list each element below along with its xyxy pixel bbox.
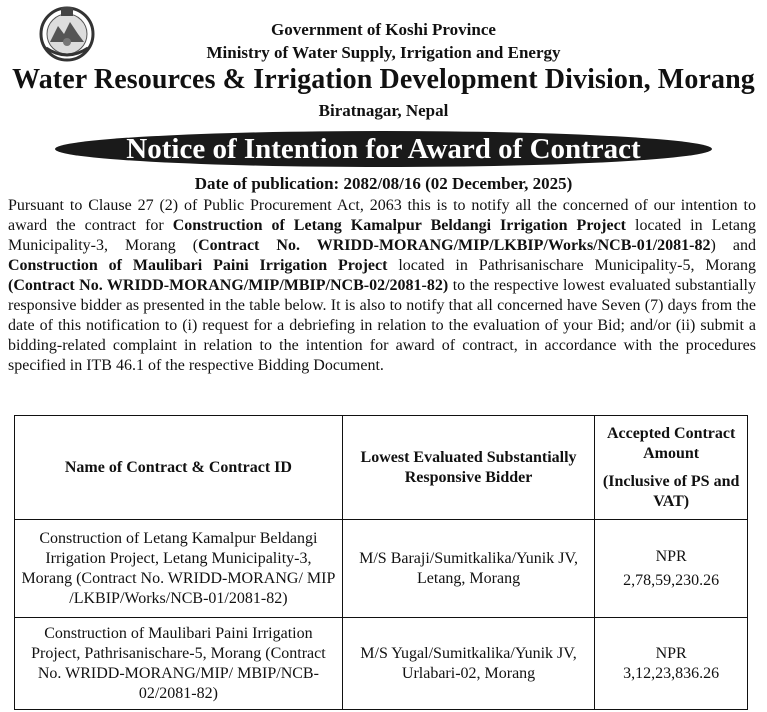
amount-currency: NPR — [655, 547, 687, 565]
award-table — [14, 415, 748, 710]
amount-cell — [595, 618, 748, 710]
amount-header-title: Accepted Contract Amount — [606, 424, 736, 462]
table-row — [15, 520, 748, 618]
notice-body — [8, 196, 756, 376]
publication-date: Date of publication: 2082/08/16 (02 December, 2025) — [194, 174, 573, 193]
division-name: Water Resources & Irrigation Development Division, Morang — [12, 64, 755, 95]
column-header-bidder: Lowest Evaluated Substantially Responsive Bidder — [342, 416, 594, 520]
amount-header-note: (Inclusive of PS and VAT) — [602, 472, 740, 510]
table-header-row — [15, 416, 748, 520]
contract-cell: Construction of Maulibari Paini Irrigation Project, Pathrisanischare-5, Morang (Contract No. WRIDD-MORANG/MIP/ MBIP/NCB-02/2081-82) — [15, 618, 343, 710]
contract-2-number: (Contract No. WRIDD-MORANG/MIP/MBIP/NCB-02/2081-82) — [8, 277, 449, 294]
amount-value: 2,78,59,230.26 — [623, 571, 720, 589]
bidder-cell: M/S Baraji/Sumitkalika/Yunik JV, Letang, Morang — [342, 520, 594, 618]
body-text: located in Letang Municipality-3, Morang ( — [8, 217, 757, 254]
column-header-amount — [595, 416, 748, 520]
amount-cell — [595, 520, 748, 618]
body-text: ) and — [710, 237, 756, 254]
body-text: to the respective lowest evaluated substantially responsive bidder as presented in the table below. It is also to notify that all concerned have Seven (7) days from the date of this notification to (i) request for a debriefing in relation to the evaluation of your Bid; and/or (ii) submit a bidding-related complaint in relation to the intention for award of contract, in accordance with the procedures specified in ITB 46.1 of the respective Bidding Document. — [8, 277, 756, 374]
body-text: located in Pathrisanischare Municipality-5, Morang — [387, 257, 757, 274]
notice-title-banner — [55, 131, 712, 167]
notice-title: Notice of Intention for Award of Contract — [126, 132, 641, 165]
contract-1-number: Contract No. WRIDD-MORANG/MIP/LKBIP/Works/NCB-01/2081-82 — [198, 237, 711, 254]
ministry-name: Ministry of Water Supply, Irrigation and Energy — [206, 43, 561, 62]
contract-cell: Construction of Letang Kamalpur Beldangi Irrigation Project, Letang Municipality-3, Morang (Contract No. WRIDD-MORANG/ MIP /LKBIP/Works/NCB-01/2081-82) — [15, 520, 343, 618]
project-1-name: Construction of Letang Kamalpur Beldangi Irrigation Project — [172, 217, 627, 234]
column-header-contract: Name of Contract & Contract ID — [15, 416, 343, 520]
government-name: Government of Koshi Province — [271, 20, 496, 39]
amount-currency: NPR — [655, 644, 687, 662]
office-location: Biratnagar, Nepal — [318, 101, 449, 120]
body-text: Pursuant to Clause 27 (2) of Public Procurement Act, 2063 this is to notify all the concerned of our intention to award the contract for — [8, 197, 756, 234]
project-2-name: Construction of Maulibari Paini Irrigation Project — [8, 257, 388, 274]
amount-value: 3,12,23,836.26 — [623, 664, 720, 682]
table-row — [15, 618, 748, 710]
bidder-cell: M/S Yugal/Sumitkalika/Yunik JV, Urlabari-02, Morang — [342, 618, 594, 710]
